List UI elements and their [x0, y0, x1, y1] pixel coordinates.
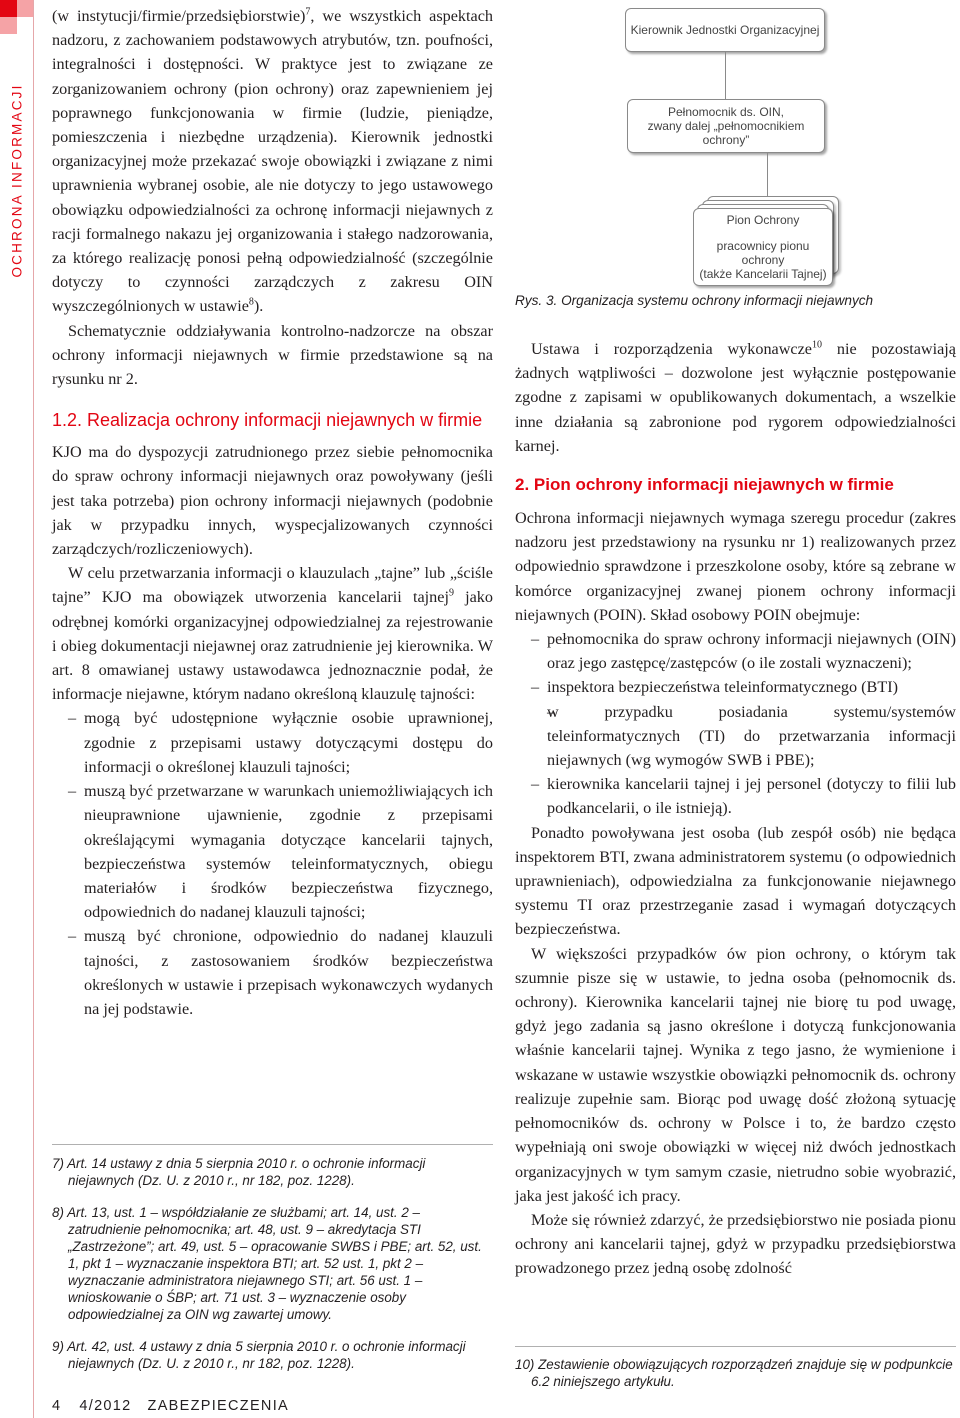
- text: nie pozostawiają żadnych wątpliwości – dozwolone jest wyłącznie postępowanie zgodne z zapisami w opublikowanych dokumentach, a wszelkie inne działania są zabronione pod rygorem odpowiedzialności karnej.: [515, 340, 956, 455]
- text: ).: [253, 297, 264, 316]
- diagram-box-text: Pełnomocnik ds. OIN,: [667, 105, 785, 119]
- diagram-box-plenipotentiary: [627, 99, 825, 153]
- diagram-box-security-division: [693, 208, 833, 286]
- paragraph: Może się również zdarzyć, że przedsiębiorstwo nie posiada pionu ochrony ani kancelarii tajnej, gdyż w przypadku przedsiębiorstwa prowadzonego przez jedną osobę zdolność: [515, 1210, 956, 1278]
- sidebar-divider: [33, 0, 34, 1418]
- diagram-box-text: pracownicy pionu ochrony: [716, 239, 810, 267]
- corner-accent-square-light: [0, 17, 17, 34]
- paragraph: [52, 561, 493, 706]
- diagram-connector: [767, 152, 768, 196]
- footnote: 9) Art. 42, ust. 4 ustawy z dnia 5 sierpnia 2010 r. o ochronie informacji niejawnych (Dz. U. z 2010 r., nr 182, poz. 1228).: [52, 1339, 466, 1371]
- footnote-ref[interactable]: 7: [305, 6, 311, 18]
- diagram-box-text: Pion Ochrony: [726, 213, 800, 227]
- text: W celu przetwarzania informacji o klauzulach „tajne” lub „ściśle tajne” KJO ma obowiązek utworzenia kancelarii tajnej: [52, 564, 493, 607]
- list-item: – kierownika kancelarii tajnej i jej personel (dotyczy to filii lub podkancelarii, o ile istnieją).: [515, 772, 956, 820]
- page-footer: [52, 1398, 289, 1414]
- org-diagram: [515, 0, 960, 310]
- magazine-name: ZABEZPIECZENIA: [147, 1398, 290, 1414]
- list-item: – muszą być przetwarzane w warunkach uniemożliwiających ich nieuprawnione ujawnienie, zgodnie z przepisami określającymi wymagania dotyczące kancelarii tajnych, bezpieczeństwa systemów teleinformatycznych, obiegu materiałów i środków bezpieczeństwa fizycznego, odpowiednich do nadanej klauzuli tajności;: [52, 779, 493, 924]
- paragraph: Schematycznie oddziaływania kontrolno-nadzorcze na obszar ochrony informacji niejawnych w firmie przedstawione są na rysunku nr 2.: [52, 321, 493, 389]
- footnote: 10) Zestawienie obowiązujących rozporządzeń znajduje się w podpunkcie 6.2 niniejszego artykułu.: [515, 1357, 953, 1389]
- corner-accent-square: [0, 0, 17, 17]
- diagram-connector: [725, 51, 726, 99]
- footnote-ref[interactable]: 8: [248, 297, 254, 309]
- text: Ustawa i rozporządzenia wykonawcze: [531, 340, 812, 358]
- list-item: – muszą być chronione, odpowiednio do nadanej klauzuli tajności, z zastosowaniem środków bezpieczeństwa określonych w ustawie i przepisach wykonawczych wydanych na jej podstawie.: [52, 924, 493, 1021]
- paragraph: Ponadto powoływana jest osoba (lub zespół osób) nie będąca inspektorem BTI, zwana administratorem systemu (o odpowiednich uprawnieniach), odpowiedzialna za funkcjonowanie niejawnego systemu TI oraz przestrzeganie zasad i wymagań dotyczących bezpieczeństwa.: [515, 823, 956, 939]
- footnote: 8) Art. 13, ust. 1 – współdziałanie ze służbami; art. 14, ust. 2 – zatrudnienie pełnomocnika; art. 48, ust. 9 – akredytacja STI „Zastrzeżone”; art. 49, ust. 5 – opracowanie SWBS i PBE; art. 52, ust. 1, pkt 1 – wyznaczanie inspektora BTI; art. 52 ust. 1, pkt 2 – wyznaczanie administratora niejawnego STI; art. 56 ust. 1 – wnioskowanie o ŚBP; art. 71 ust. 3 – wyznaczenie osoby odpowiedzialnej za OIN wg zawartej umowy.: [52, 1205, 482, 1322]
- left-column: [52, 4, 493, 1021]
- list-sub-item: – w przypadku posiadania systemu/systemów teleinformatycznych (TI) do przetwarzania informacji niejawnych (wg wymogów SWB i PBE);: [515, 700, 956, 773]
- sidebar: [0, 0, 34, 1418]
- footnotes-left: [52, 1144, 493, 1387]
- text: jako odrębnej komórki organizacyjnej odpowiedzialnej za rejestrowanie i obieg dokumentacji niejawnej oraz zatrudnienie jej kierownika. W art. 8 omawianej ustawy ustawodawca jednoznacznie podał, że informacje niejawne, którym nadano określoną klauzulę tajności:: [52, 588, 493, 704]
- diagram-box-text: zwany dalej „pełnomocnikiem ochrony”: [647, 119, 805, 147]
- corner-accent-square-light: [17, 0, 34, 17]
- text: (w instytucji/firmie/przedsiębiorstwie): [52, 7, 306, 25]
- section-label: [4, 80, 30, 280]
- list-item: – inspektora bezpieczeństwa teleinformatycznego (BTI): [515, 675, 956, 699]
- paragraph: [52, 4, 493, 319]
- diagram-box-text: Kierownik Jednostki Organizacyjnej: [630, 23, 820, 37]
- list-item: – mogą być udostępnione wyłącznie osobie uprawnionej, zgodnie z przepisami ustawy dotyczącymi dostępu do informacji o określonej klauzuli tajności;: [52, 706, 493, 779]
- footnotes-right: [515, 1346, 956, 1390]
- figure-caption: Rys. 3. Organizacja systemu ochrony informacji niejawnych: [515, 293, 874, 308]
- issue-number: 4/2012: [79, 1398, 132, 1414]
- paragraph: W większości przypadków ów pion ochrony, o którym tak szumnie pisze się w ustawie, to jedna osoba (pełnomocnik ds. ochrony). Kierownika kancelarii tajnej nie biorę tu pod uwagę, gdyż jego zadania są jasno określone i dotyczą funkcjonowania właśnie kancelarii tajnej. Wynika z tego jasno, że wymienione i wskazane w ustawie wszystkie obowiązki pełnomocnik ds. ochrony realizuje zupełnie sam. Biorąc pod uwagę dość złożoną sytuację pełnomocników ds. ochrony w Polsce i to, że bardzo często wypełniają oni swoje obowiązki w więcej niż dwóch jednostkach organizacyjnych w tym samym czasie, nietrudno sobie wyobrazić, jaka jest jakość ich pracy.: [515, 944, 956, 1205]
- footnote-ref[interactable]: 10: [811, 339, 822, 351]
- dash-list: [515, 627, 956, 821]
- section-heading: 2. Pion ochrony informacji niejawnych w firmie: [515, 475, 894, 495]
- dash-list: [52, 706, 493, 1021]
- page-number: 4: [52, 1398, 62, 1414]
- text: , we wszystkich aspektach nadzoru, z zachowaniem podstawowych atrybutów, tzn. poufności, integralności i dostępności. W praktyce jest to związane ze zorganizowaniem ochrony (pion ochrony) oraz zapewnieniem jej poprawnego funkcjonowania w firmie (ludzie, pieniądze, pomieszczenia i niezbędne urządzenia). Kierownik jednostki organizacyjnej może przekazać swoje obowiązki i związane z nimi uprawnienia wybranej osobie, ale nie dotyczy to jego ustawowego obowiązku odpowiedzialności za ochronę informacji niejawnych z racji formalnego nakazu jej organizowania i stałego nadzorowania, za którego realizację ponosi pełną odpowiedzialność (szczególnie dotyczy to czynności zarządczych z zakresu OIN wyszczególnionych w ustawie: [52, 7, 493, 316]
- footnote: 7) Art. 14 ustawy z dnia 5 sierpnia 2010 r. o ochronie informacji niejawnych (Dz. U. z 2010 r., nr 182, poz. 1228).: [52, 1156, 426, 1188]
- section-heading: 1.2. Realizacja ochrony informacji niejawnych w firmie: [52, 410, 483, 431]
- diagram-box-manager: [625, 8, 825, 52]
- diagram-box-text: (także Kancelarii Tajnej): [699, 267, 827, 281]
- paragraph: [515, 337, 956, 458]
- paragraph: KJO ma do dyspozycji zatrudnionego przez siebie pełnomocnika do spraw ochrony informacji niejawnych oraz powoływany (jeśli jest taka potrzeba) pion ochrony informacji niejawnych (podobnie jak w przypadku innych, wyspecjalizowanych czynności zarządczych/rozliczeniowych).: [52, 443, 493, 559]
- footnote-ref[interactable]: 9: [448, 588, 454, 600]
- list-item: – pełnomocnika do spraw ochrony informacji niejawnych (OIN) oraz jego zastępcę/zastępców (o ile zostali wyznaczeni);: [515, 627, 956, 675]
- right-column: [515, 337, 956, 1281]
- section-label-text: OCHRONA INFORMACJI: [9, 82, 25, 278]
- paragraph: Ochrona informacji niejawnych wymaga szeregu procedur (zakres nadzoru jest przedstawiony na rysunku nr 1) realizowanych przez odpowiednio sprawdzone i przeszkolone osoby, które są zebrane w komórce organizacyjnej zwanej pionem ochrony informacji niejawnych (POIN). Skład osobowy POIN obejmuje:: [515, 509, 956, 624]
